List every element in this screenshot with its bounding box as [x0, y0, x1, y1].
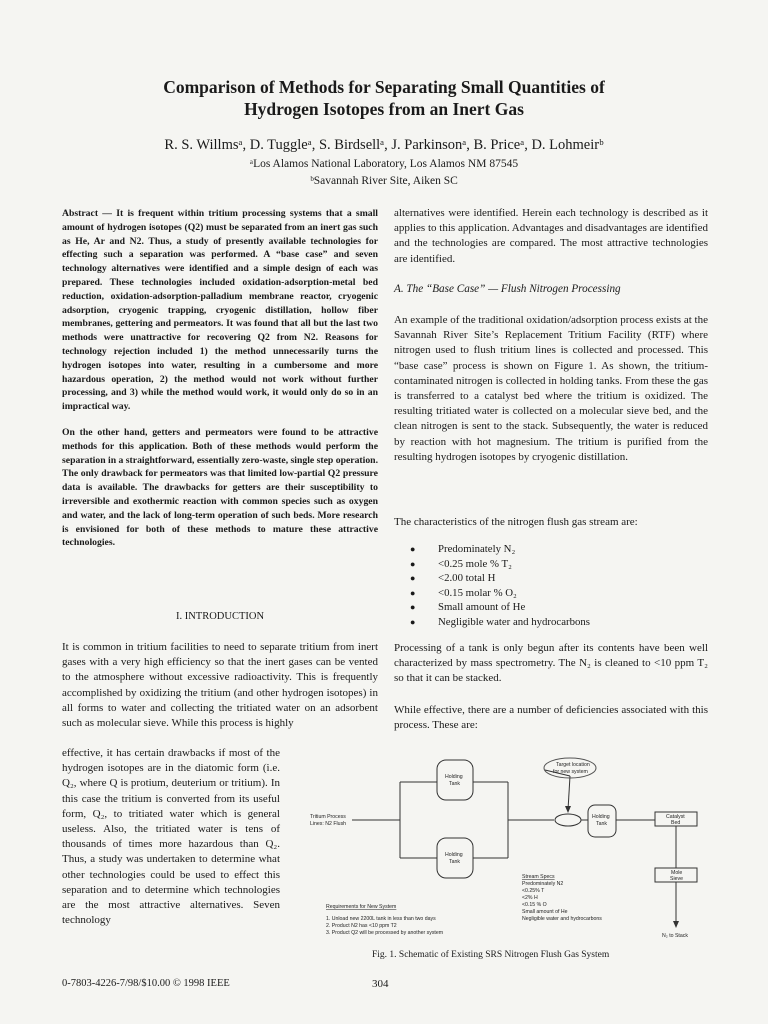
tritium-lines-label-2: Lines: N2 Flush — [310, 821, 347, 827]
paper-title — [60, 76, 708, 120]
copyright-line: 0-7803-4226-7/98/$10.00 © 1998 IEEE — [62, 978, 230, 989]
catalyst-bed-label-1: Catalyst — [666, 814, 685, 820]
tritium-lines-label-1: Tritium Process — [310, 814, 346, 820]
target-location-label-2: for new system — [553, 769, 588, 775]
introduction-paragraph-narrow — [62, 746, 280, 928]
introduction-paragraph-wide — [62, 640, 378, 731]
holding-tank-bottom-label-1: Holding — [445, 852, 463, 858]
holding-tank-top-label-2: Tank — [449, 781, 460, 787]
n2-to-stack-label: N₂ to Stack — [662, 933, 688, 939]
list-item: ● <2.00 total H — [410, 572, 496, 585]
list-item: ● <0.15 molar % O₂ — [410, 586, 517, 599]
mole-sieve-label-2: Sieve — [670, 876, 683, 882]
processing-text: Processing of a tank is only begun after its contents have been well characterized by mass spectrometry. The N₂ is cleaned to <10 ppm T₂ so that it can be stacked. — [394, 642, 708, 685]
figure-1-schematic — [300, 750, 720, 945]
target-location-oval — [555, 814, 581, 826]
list-item: ● Small amount of He — [410, 601, 526, 614]
right-intro-paragraph — [394, 206, 708, 267]
right-intro-text: alternatives were identified. Herein each technology is described as it applies to this application. Advantages and disadvantages are identified and the technologies are compared. The most attractive technologies are identified. — [394, 207, 708, 265]
affiliation-a: ᵃLos Alamos National Laboratory, Los Alamos NM 87545 — [249, 158, 519, 170]
mole-sieve-label-1: Mole — [671, 870, 683, 876]
section-a-heading: A. The “Base Case” — Flush Nitrogen Processing — [394, 283, 621, 295]
requirement-line: 3. Product Q2 will be processed by another system — [326, 930, 444, 936]
introduction-text-narrow: effective, it has certain drawbacks if most of the hydrogen isotopes are in the diatomic form (i.e. Q₂, where Q is protium, deuterium or tritium). In this case the tritium is converted from its useful form, Q₂, to tritiated water which is general useless. Also, the tritiated water is tens of thousands of times more hazardous than Q₂. Thus, a study was undertaken to determine what other technologies could be used to effect this separation and to determine which technologies are the most attractive alternatives. Seven technology — [62, 747, 280, 927]
holding-tank-top — [437, 760, 473, 800]
deficiencies-paragraph — [394, 703, 708, 733]
stream-spec-line: <0.25% T — [522, 888, 545, 894]
characteristics-intro — [394, 515, 708, 530]
page-number: 304 — [372, 978, 389, 990]
introduction-text-wide: It is common in tritium facilities to need to separate tritium from inert gases with a very high efficiency so that the inert gases can be vented to the atmosphere without excessive radioactivity. This is frequently accomplished by oxidizing the tritium (and other hydrogen isotopes) in all forms to water and collecting the tritiated water on an adsorbent such as molecular sieve. While this process is highly — [62, 641, 378, 730]
holding-tank-bottom — [437, 838, 473, 878]
title-line-1: Comparison of Methods for Separating Small Quantities of — [163, 77, 605, 97]
stream-spec-line: Predominately N2 — [522, 881, 564, 887]
characteristics-list — [410, 542, 590, 630]
stream-spec-line: Small amount of He — [522, 909, 568, 915]
target-location-label-1: Target location — [556, 762, 590, 768]
title-line-2: Hydrogen Isotopes from an Inert Gas — [244, 99, 524, 119]
list-item: ● Predominately N₂ — [410, 543, 516, 555]
base-case-paragraph — [394, 313, 708, 465]
holding-tank-right-label-1: Holding — [592, 814, 610, 820]
introduction-heading: I. INTRODUCTION — [175, 611, 265, 622]
affiliation-b: ᵇSavannah River Site, Aiken SC — [310, 175, 458, 187]
characteristics-text: The characteristics of the nitrogen flush gas stream are: — [394, 516, 638, 528]
figure-caption: Fig. 1. Schematic of Existing SRS Nitrogen Flush Gas System — [372, 950, 610, 960]
requirement-line: 1. Unload new 2200L tank in less than two days — [326, 916, 436, 922]
requirements-title: Requirements for New System — [326, 904, 397, 910]
stream-specs-title: Stream Specs — [522, 874, 555, 880]
catalyst-bed-label-2: Bed — [671, 820, 681, 826]
stream-spec-line: <0.15 % O — [522, 902, 547, 908]
holding-tank-bottom-label-2: Tank — [449, 859, 460, 865]
list-item: ● <0.25 mole % T₂ — [410, 557, 512, 570]
holding-tank-right-label-2: Tank — [596, 821, 607, 827]
author-list: R. S. Willmsᵃ, D. Tuggleᵃ, S. Birdsellᵃ, J. Parkinsonᵃ, B. Priceᵃ, D. Lohmeirᵇ — [164, 137, 604, 153]
holding-tank-top-label-1: Holding — [445, 774, 463, 780]
stream-spec-line: Negligible water and hydrocarbons — [522, 916, 602, 922]
list-item: ● Negligible water and hydrocarbons — [410, 615, 591, 628]
deficiencies-text: While effective, there are a number of deficiencies associated with this process. These are: — [394, 704, 708, 732]
abstract-paragraph-1: Abstract — It is frequent within tritium processing systems that a small amount of hydrogen isotopes (Q2) must be separated from an inert gas such as He, Ar and N2. Thus, a study of presently available technologies for effecting such a separation was performed. A “base case” and seven technology alternatives were identified and a simple design of each was prepared. These technologies included oxidation-adsorption-metal bed reduction, oxidation-adsorption-palladium membrane reactor, cryogenic adsorption, cryogenic trapping, cryogenic distillation, hollow fiber membranes, gettering and permeators. It was found that all but the last two methods were unattractive for recovering Q2 from N2. Reasons for technology rejection included 1) the method unnecessarily turns the hydrogen isotopes into water, resulting in a cumbersome and more hazardous operation, 2) the method would not work without further processing, and 3) while the method would work, it would only do so in an impractical way. — [62, 208, 378, 413]
base-case-text: An example of the traditional oxidation/adsorption process exists at the Savannah River Site’s Replacement Tritium Facility (RTF) where nitrogen used to flush tritium lines is collected and processed. This “base case” process is shown on Figure 1. As shown, the tritium-contaminated nitrogen is collected in holding tanks. From these the gas is transferred to a catalyst bed where the tritium is oxidized. The resulting tritiated water is collected on a molecular sieve bed, and the clean nitrogen is sent to the stack. Subsequently, the water is reduced by reaction with hot magnesium. The tritium is purified from the resulting hydrogen isotopes by cryogenic distillation. — [394, 314, 708, 463]
processing-paragraph — [394, 641, 708, 687]
abstract-paragraph-2: On the other hand, getters and permeators were found to be attractive methods for this application. Both of these methods would perform the separation in a straightforward, essentially zero-waste, single step operation. The only drawback for permeators was that limited low-partial Q2 pressure data is available. The drawbacks for getters are their susceptibility to irreversible and exothermic reaction with common species such as oxygen and water, and the lack of long-term operation of such beds. More research is envisioned for both of these methods to mature these attractive technologies. — [62, 426, 378, 549]
stream-spec-line: <2% H — [522, 895, 538, 901]
requirement-line: 2. Product N2 has <10 ppm T2 — [326, 923, 397, 929]
abstract — [62, 207, 378, 562]
